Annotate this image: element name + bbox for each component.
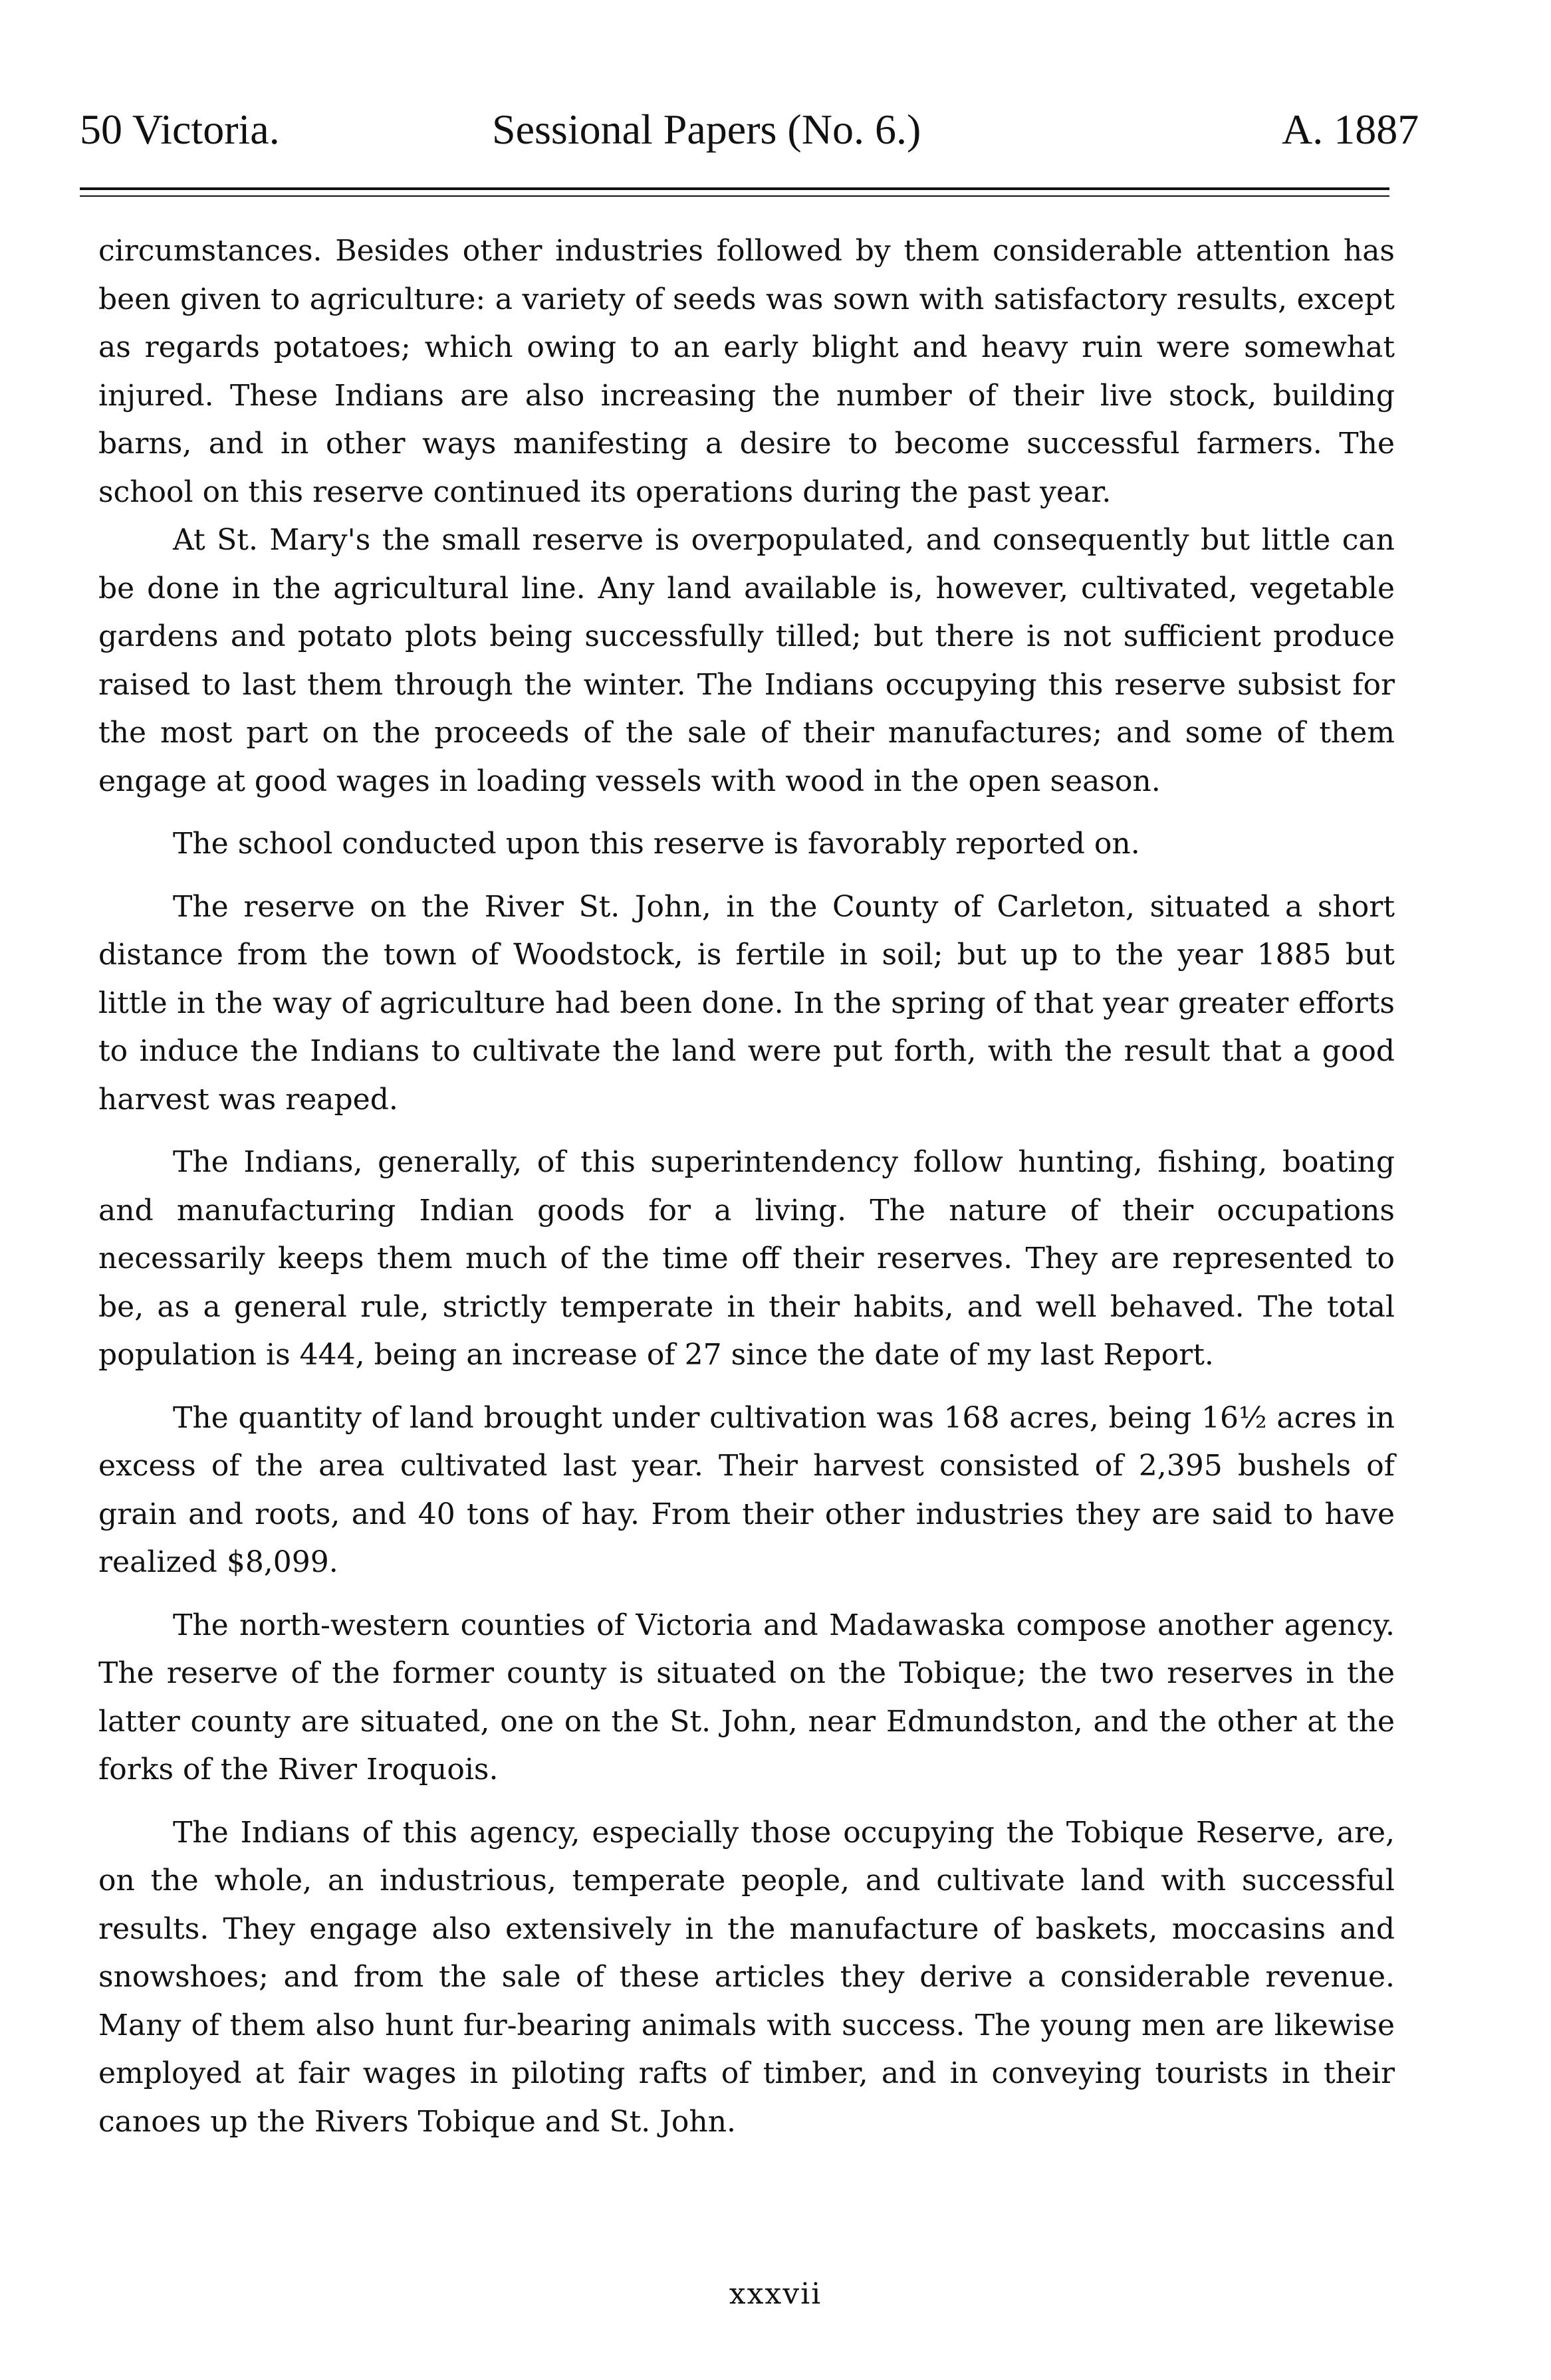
running-header: [80, 100, 1419, 160]
paragraph-cultivation: The quantity of land brought under cultivation was 168 acres, being 16½ acres in excess of the area cultivated last year. Their harvest consisted of 2,395 bushels of grain and roots, and 40 tons of hay. From their other industries they are said to have realized $8,099.: [98, 1400, 1395, 1579]
paragraph-continuation: circumstances. Besides other industries followed by them considerable attention has been given to agriculture: a variety of seeds was sown with satisfactory results, except as regards potatoes; which owing to an early blight and heavy ruin were somewhat injured. These Indians are also increasing the number of their live stock, building barns, and in other ways manifesting a desire to become successful farmers. The school on this reserve continued its operations during the past year.: [98, 234, 1395, 509]
header-year: A. 1887: [1282, 106, 1419, 153]
header-title: Sessional Papers (No. 6.): [492, 106, 921, 153]
page-number: xxxvii: [729, 2277, 822, 2311]
paragraph-school: The school conducted upon this reserve is favorably reported on.: [173, 827, 1140, 861]
report-body: [98, 227, 1395, 2146]
paragraph-north-western-agency: The north-western counties of Victoria and Madawaska compose another agency. The reserve of the former county is situated on the Tobique; the two reserves in the latter county are situated, one on the St. John, near Edmundston, and the other at the forks of the River Iroquois.: [98, 1608, 1395, 1786]
paragraph-superintendency: The Indians, generally, of this superintendency follow hunting, fishing, boating and manufacturing Indian goods for a living. The nature of their occupations necessarily keeps them much of the time off their reserves. They are represented to be, as a general rule, strictly temperate in their habits, and well behaved. The total population is 444, being an increase of 27 since the date of my last Report.: [98, 1145, 1395, 1372]
paragraph-st-marys: At St. Mary's the small reserve is overpopulated, and consequently but little can be done in the agricultural line. Any land available is, however, cultivated, vegetable gardens and potato plots being successfully tilled; but there is not sufficient produce raised to last them through the winter. The Indians occupying this reserve subsist for the most part on the proceeds of the sale of their manufactures; and some of them engage at good wages in loading vessels with wood in the open season.: [98, 523, 1395, 798]
header-rule-thick: [80, 187, 1389, 190]
paragraph-tobique-indians: The Indians of this agency, especially those occupying the Tobique Reserve, are, on the whole, an industrious, temperate people, and cultivate land with successful results. They engage also extensively in the manufacture of baskets, moccasins and snowshoes; and from the sale of these articles they derive a considerable revenue. Many of them also hunt fur-bearing animals with success. The young men are likewise employed at fair wages in piloting rafts of timber, and in conveying tourists in their canoes up the Rivers Tobique and St. John.: [98, 1815, 1395, 2139]
paragraph-river-st-john: The reserve on the River St. John, in the County of Carleton, situated a short distance from the town of Woodstock, is fertile in soil; but up to the year 1885 but little in the way of agriculture had been done. In the spring of that year greater efforts to induce the Indians to cultivate the land were put forth, with the result that a good harvest was reaped.: [98, 889, 1395, 1117]
header-rule-thin: [80, 195, 1389, 197]
header-session: 50 Victoria.: [80, 106, 280, 153]
